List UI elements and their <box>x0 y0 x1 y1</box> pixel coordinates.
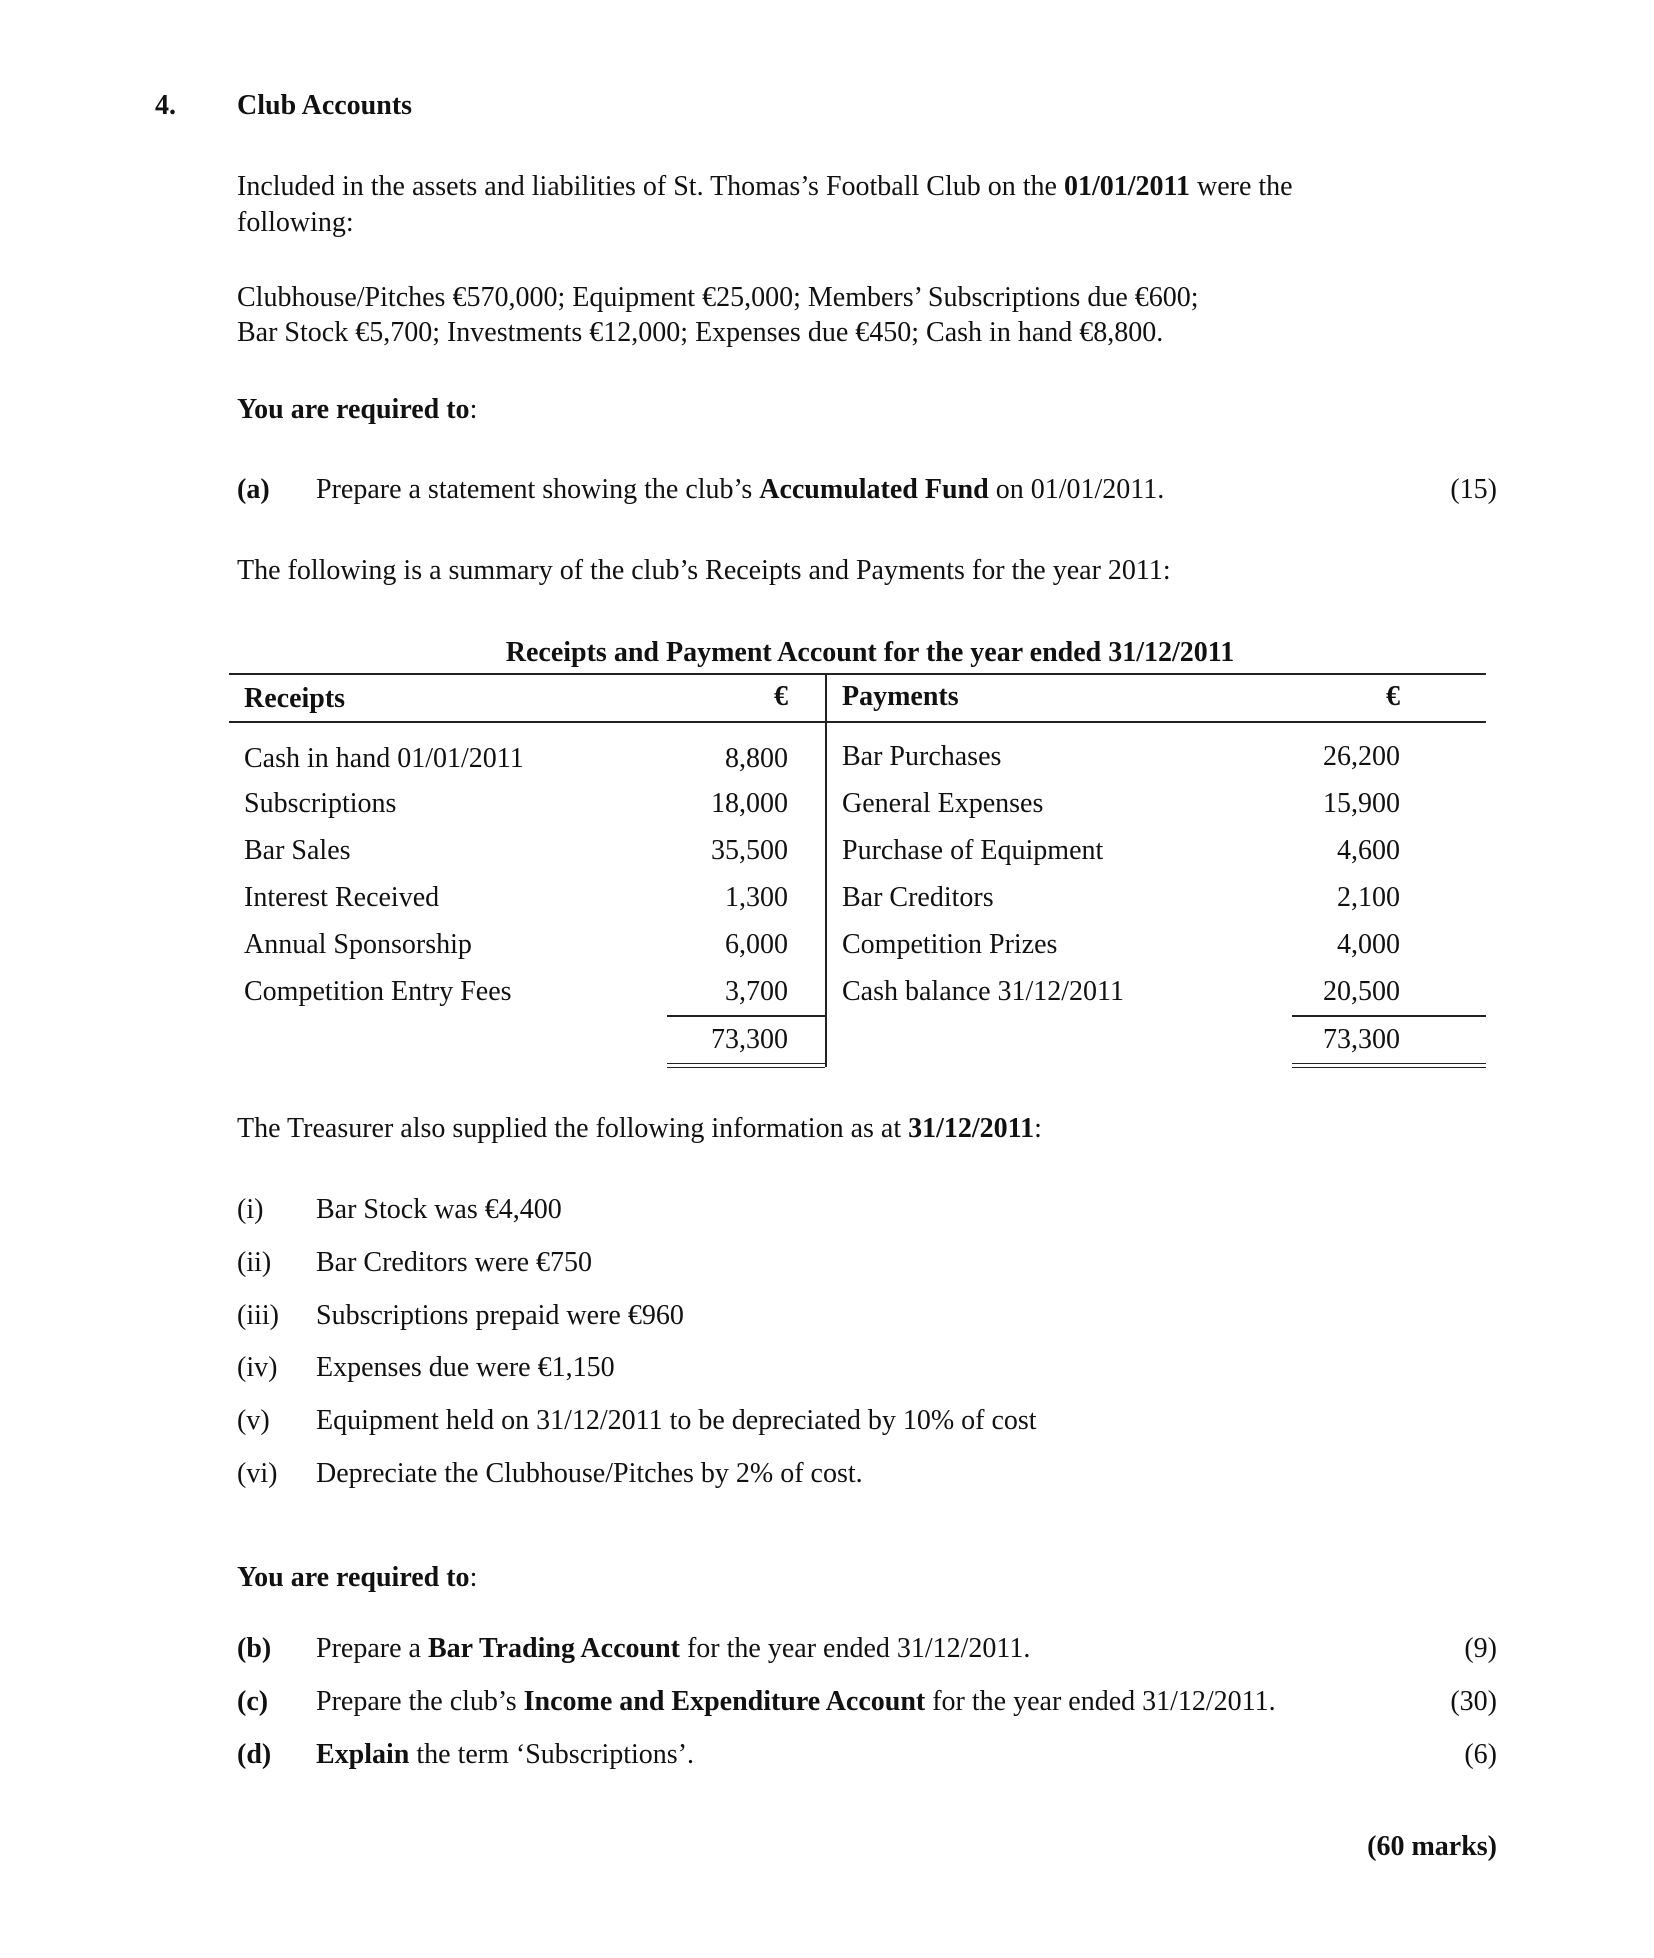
payment-amount: 4,000 <box>1337 929 1400 960</box>
payment-label: Purchase of Equipment <box>842 835 1104 866</box>
rp-account-title: Receipts and Payment Account for the year ended 31/12/2011 <box>505 637 1235 668</box>
receipts-total: 73,300 <box>711 1024 788 1055</box>
payments-double-rule-1 <box>1292 1063 1486 1064</box>
intro-date: 01/01/2011 <box>1063 171 1190 202</box>
payment-label: Competition Prizes <box>842 929 1058 960</box>
part-d-marks: (6) <box>1464 1739 1497 1770</box>
receipt-amount: 6,000 <box>725 929 788 960</box>
receipt-amount: 18,000 <box>711 788 788 819</box>
part-c-marks: (30) <box>1450 1686 1497 1717</box>
question-number: 4. <box>155 90 176 121</box>
rp-center-divider <box>825 673 827 1067</box>
required-heading-2: You are required to: <box>237 1562 478 1593</box>
item-label: (i) <box>237 1194 264 1225</box>
receipts-total-rule <box>667 1015 825 1017</box>
item-text: Bar Creditors were €750 <box>316 1247 593 1278</box>
payment-amount: 2,100 <box>1337 882 1400 913</box>
receipt-amount: 1,300 <box>725 882 788 913</box>
payment-amount: 4,600 <box>1337 835 1400 866</box>
receipt-label: Competition Entry Fees <box>244 976 512 1007</box>
receipt-amount: 8,800 <box>725 743 788 774</box>
receipt-amount: 3,700 <box>725 976 788 1007</box>
payments-total-rule <box>1292 1015 1486 1017</box>
payments-total: 73,300 <box>1323 1024 1400 1055</box>
receipt-label: Interest Received <box>244 882 440 913</box>
payment-amount: 26,200 <box>1323 741 1400 772</box>
item-label: (v) <box>237 1405 270 1436</box>
payment-label: General Expenses <box>842 788 1044 819</box>
receipt-label: Annual Sponsorship <box>244 929 472 960</box>
total-marks: (60 marks) <box>1367 1831 1497 1862</box>
payment-label: Bar Purchases <box>842 741 1002 772</box>
item-label: (iii) <box>237 1300 279 1331</box>
treasurer-line: The Treasurer also supplied the following information as at 31/12/2011: <box>237 1113 1042 1144</box>
part-a-text: Prepare a statement showing the club’s Accumulated Fund on 01/01/2011. <box>316 474 1165 505</box>
summary-line: The following is a summary of the club’s Receipts and Payments for the year 2011: <box>237 555 1171 586</box>
part-b-label: (b) <box>237 1633 272 1664</box>
part-a-marks: (15) <box>1450 474 1497 505</box>
rp-top-rule <box>229 673 1486 675</box>
question-title: Club Accounts <box>237 90 413 121</box>
intro-line-1: Included in the assets and liabilities of St. Thomas’s Football Club on the 01/01/2011 were the <box>237 171 1293 202</box>
part-b-text: Prepare a Bar Trading Account for the year ended 31/12/2011. <box>316 1633 1031 1664</box>
receipts-currency-header: € <box>774 681 788 712</box>
part-b-marks: (9) <box>1464 1633 1497 1664</box>
receipts-header: Receipts <box>244 683 346 714</box>
payments-header: Payments <box>842 681 959 712</box>
part-c-text: Prepare the club’s Income and Expenditure Account for the year ended 31/12/2011. <box>316 1686 1276 1717</box>
receipt-label: Subscriptions <box>244 788 397 819</box>
receipts-double-rule-1 <box>667 1063 825 1064</box>
payments-double-rule-2 <box>1292 1067 1486 1068</box>
receipt-amount: 35,500 <box>711 835 788 866</box>
item-text: Depreciate the Clubhouse/Pitches by 2% of cost. <box>316 1458 863 1489</box>
receipts-double-rule-2 <box>667 1067 825 1068</box>
assets-line-2: Bar Stock €5,700; Investments €12,000; Expenses due €450; Cash in hand €8,800. <box>237 317 1164 348</box>
payment-amount: 20,500 <box>1323 976 1400 1007</box>
part-d-text: Explain the term ‘Subscriptions’. <box>316 1739 695 1770</box>
payment-amount: 15,900 <box>1323 788 1400 819</box>
intro-line-2: following: <box>237 207 354 238</box>
payment-label: Bar Creditors <box>842 882 994 913</box>
part-a-label: (a) <box>237 474 270 505</box>
item-label: (ii) <box>237 1247 272 1278</box>
payment-label: Cash balance 31/12/2011 <box>842 976 1125 1007</box>
rp-header-rule <box>229 721 1486 723</box>
item-text: Subscriptions prepaid were €960 <box>316 1300 684 1331</box>
payments-currency-header: € <box>1386 681 1400 712</box>
part-c-label: (c) <box>237 1686 269 1717</box>
receipt-label: Cash in hand 01/01/2011 <box>244 743 524 774</box>
item-text: Expenses due were €1,150 <box>316 1352 615 1383</box>
part-d-label: (d) <box>237 1739 272 1770</box>
receipt-label: Bar Sales <box>244 835 351 866</box>
required-heading-1: You are required to: <box>237 394 478 425</box>
item-text: Equipment held on 31/12/2011 to be depreciated by 10% of cost <box>316 1405 1037 1436</box>
item-text: Bar Stock was €4,400 <box>316 1194 562 1225</box>
item-label: (iv) <box>237 1352 278 1383</box>
assets-line-1: Clubhouse/Pitches €570,000; Equipment €25,000; Members’ Subscriptions due €600; <box>237 282 1199 313</box>
item-label: (vi) <box>237 1458 278 1489</box>
